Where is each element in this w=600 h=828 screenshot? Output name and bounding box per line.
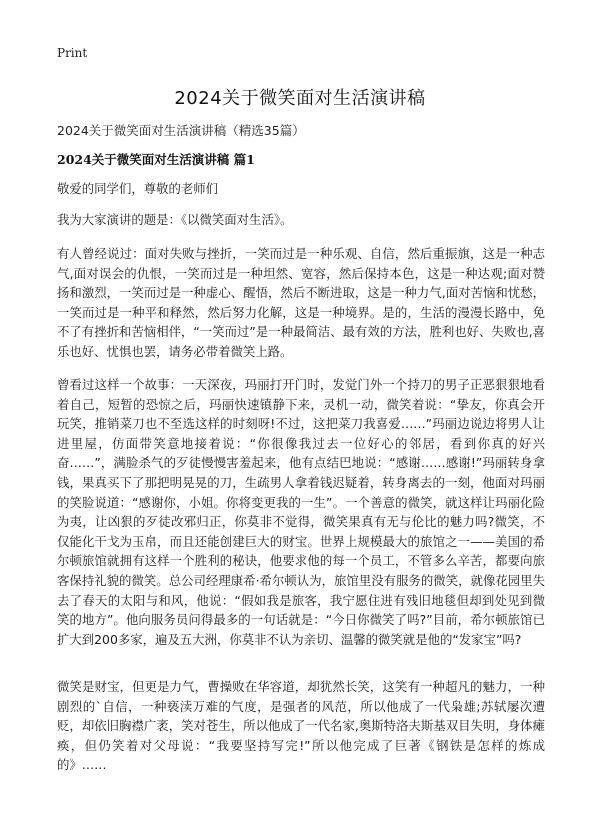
section-heading: 2024关于微笑面对生活演讲稿 篇1: [57, 152, 255, 167]
document-subtitle: 2024关于微笑面对生活演讲稿（精选35篇）: [57, 123, 305, 138]
body-paragraph-1: 有人曾经说过：面对失败与挫折，一笑而过是一种乐观、自信，然后重振旗，这是一种志气,面对误会的仇恨，一笑而过是一种坦然、宽容，然后保持本色，这是一种达观;面对赞扬和激烈，一笑而过是一种虚心、醒悟，然后不断进取，这是一种力气,面对苦恼和忧愁，一笑而过是一种平和释然，然后努力化解，这是一种境界。是的，生活的漫漫长路中，免不了有挫折和苦恼相伴，“一笑而过”是一种最简洁、最有效的方法，胜利也好、失败也,喜乐也好、忧惧也罢，请务必带着微笑上路。: [57, 246, 545, 359]
topic-paragraph: 我为大家演讲的题是：《以微笑面对生活》。: [57, 212, 293, 227]
body-paragraph-3: 微笑是财宝，但更是力气，曹操败在华容道，却犹然长笑，这笑有一种超凡的魅力，一种剧烈的`自信，一种亵渎万难的气度，是强者的风范，所以他成了一代枭雄;苏轼屡次遭贬，却依旧胸襟广袤，笑对苍生，所以他成了一代名家,奥斯特洛夫斯基双目失明，身体瘫痪，但仍笑着对父母说：“我要坚持写完!”所以他完成了巨著《钢铁是怎样的炼成的》……: [57, 679, 545, 773]
print-link[interactable]: Print: [57, 46, 88, 60]
body-paragraph-2: 曾看过这样一个故事：一天深夜，玛丽打开门时，发觉门外一个持刀的男子正恶狠狠地看着自己，短暂的恐惊之后，玛丽快速镇静下来，灵机一动，微笑着说：“挚友，你真会开玩笑，推销菜刀也不至选这样的时刻呀!不过，这把菜刀我喜爱……”玛丽边说边将男人让进里屋，仿面带笑意地接着说：“你很像我过去一位好心的邻居，看到你真的好兴奋……”，满脸杀气的歹徒慢慢害羞起来，他有点结巴地说：“感谢……感谢!”玛丽转身拿钱，果真买下了那把明晃晃的刀，生疏男人拿着钱迟疑着，转身离去的一刻，他面对玛丽的笑脸说道：“感谢你，小姐。你将变更我的一生”。一个善意的微笑，就这样让玛丽化险为夷，让凶狠的歹徒改邪归正，你莫非不觉得，微笑果真有无与伦比的魅力吗?微笑，不仅能化干戈为玉帛，而且还能创建巨大的财宝。世界上规模最大的旅馆之一——美国的希尔顿旅馆就拥有这样一个胜利的秘诀，他要求他的每一个员工，不管多么辛苦，都要向旅客保持礼貌的微笑。总公司经理康希·希尔顿认为，旅馆里没有服务的微笑，就像花园里失去了春天的太阳与和风，他说：“假如我是旅客，我宁愿住进有残旧地毯但却到处见到微笑的地方”。他向服务员问得最多的一句话就是：“今日你微笑了吗?”目前，希尔顿旅馆已扩大到200多家，遍及五大洲，你莫非不认为亲切、温馨的微笑就是他的“发家宝”吗?: [57, 377, 545, 647]
document-title: 2024关于微笑面对生活演讲稿: [174, 88, 426, 109]
greeting-paragraph: 敬爱的同学们，尊敬的老师们: [57, 181, 219, 196]
